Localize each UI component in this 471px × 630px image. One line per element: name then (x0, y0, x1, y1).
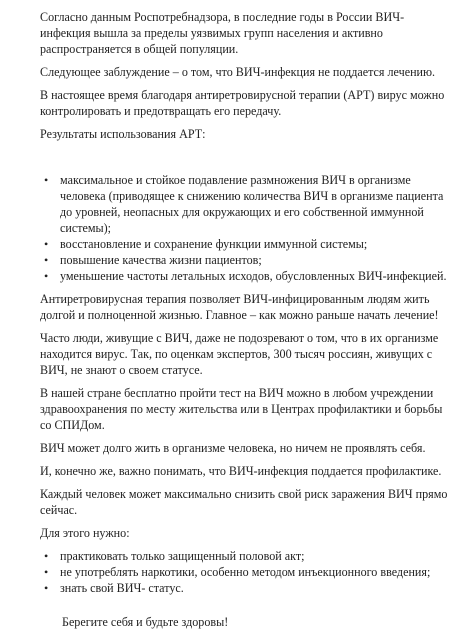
list-item: • восстановление и сохранение функции иммунной системы; (40, 236, 453, 252)
paragraph-unaware: Часто люди, живущие с ВИЧ, даже не подозревают о том, что в их организме находится вирус. Так, по оценкам экспертов, 300 тысяч россиян, живущих с ВИЧ, не знают о своем статусе. (40, 331, 439, 377)
paragraph-art-control: В настоящее время благодаря антиретровирусной терапии (АРТ) вирус можно контролировать и предотвращать его передачу. (40, 88, 445, 118)
paragraph-art-therapy: Антиретровирусная терапия позволяет ВИЧ-инфицированным людям жить долгой и полноценной жизнью. Главное – как можно раньше начать лечение! (40, 292, 439, 322)
paragraph-rospotrebnadzor: Согласно данным Роспотребнадзора, в последние годы в России ВИЧ-инфекция вышла за пределы уязвимых групп населения и активно распространяется в общей популяции. (40, 10, 405, 56)
paragraph-art-results-heading: Результаты использования АРТ: (40, 127, 206, 141)
list-item: • знать свой ВИЧ- статус. (40, 580, 453, 596)
art-results-list (40, 172, 453, 284)
list-item: • практиковать только защищенный половой акт; (40, 548, 453, 564)
list-item: • уменьшение частоты летальных исходов, обусловленных ВИЧ-инфекцией. (40, 268, 453, 284)
list-item: • повышение качества жизни пациентов; (40, 252, 453, 268)
closing-text: Берегите себя и будьте здоровы! (62, 615, 229, 629)
paragraph-prevention: И, конечно же, важно понимать, что ВИЧ-инфекция поддается профилактике. (40, 464, 442, 478)
list-item: • максимальное и стойкое подавление размножения ВИЧ в организме человека (приводящее к снижению количества ВИЧ в организме пациента до уровней, неопасных для окружающих и его собственной иммунной системы); (40, 172, 453, 236)
list-item: • не употреблять наркотики, особенно методом инъекционного введения; (40, 564, 453, 580)
paragraph-what-to-do: Для этого нужно: (40, 526, 130, 540)
paragraph-misconception: Следующее заблуждение – о том, что ВИЧ-инфекция не поддается лечению. (40, 65, 436, 79)
paragraph-asymptomatic: ВИЧ может долго жить в организме человека, но ничем не проявлять себя. (40, 441, 426, 455)
paragraph-free-test: В нашей стране бесплатно пройти тест на ВИЧ можно в любом учреждении здравоохранения по месту жительства или в Центрах профилактики и борьбы со СПИДом. (40, 386, 443, 432)
paragraph-reduce-risk: Каждый человек может максимально снизить свой риск заражения ВИЧ прямо сейчас. (40, 487, 448, 517)
prevention-list (40, 548, 453, 596)
spacer (40, 149, 453, 172)
